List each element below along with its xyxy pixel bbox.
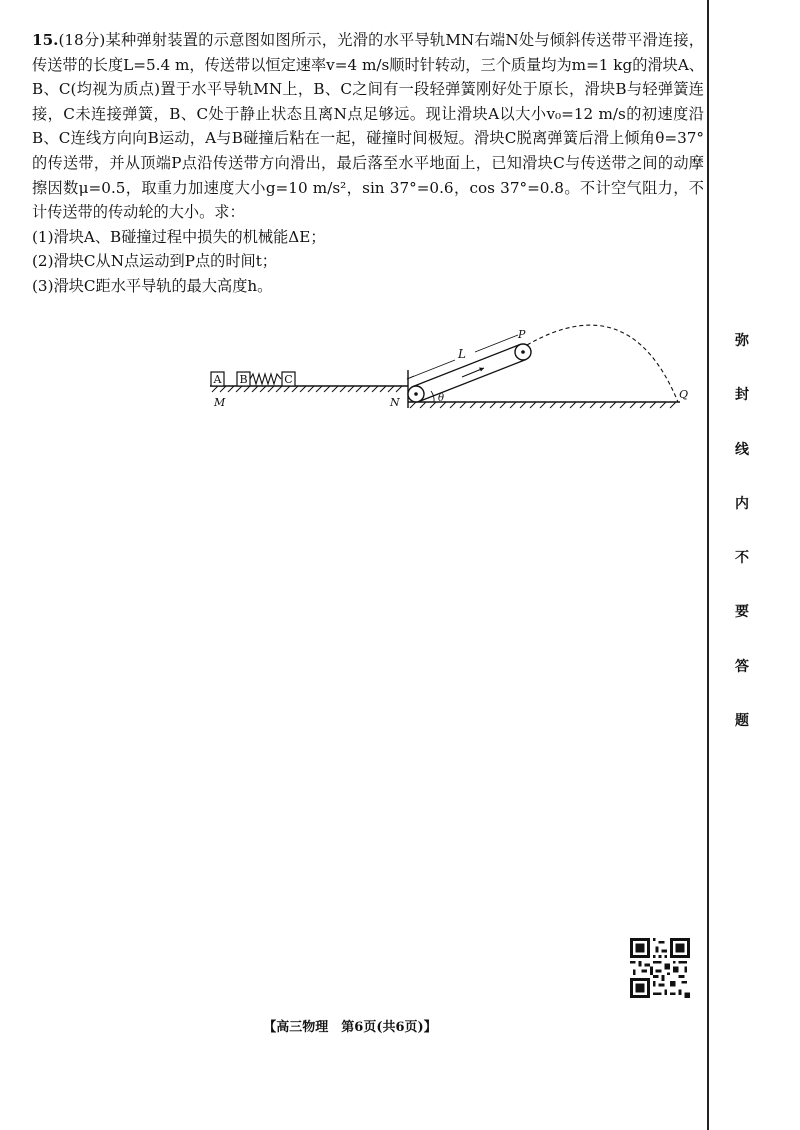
belt-top — [413, 345, 520, 387]
spring — [250, 374, 281, 384]
seal-line-notice — [731, 330, 753, 730]
seal-char: 答 — [735, 658, 749, 675]
point-p-label: P — [518, 328, 526, 341]
seal-char: 弥 — [735, 333, 749, 349]
lower-pulley-axle — [414, 392, 418, 396]
seal-char: 题 — [735, 712, 749, 729]
seal-char: 要 — [735, 604, 749, 621]
problem-body: (18分)某种弹射装置的示意图如图所示，光滑的水平导轨MN右端N处与倾斜传送带平滑连接，传送带的长度L=5.4 m，传送带以恒定速率v=4 m/s顺时针转动，三个质量均为m=1 kg的滑块A、B、C(均视为质点)置于水平导轨MN上，B、C之间有一段轻弹簧刚好处于原长，滑块B与轻弹簧连接，C未连接弹簧，B、C处于静止状态且离N点足够远。现让滑块A以大小v₀=12 m/s的初速度沿B、C连线方向向B运动，A与B碰撞后粘在一起，碰撞时间极短。滑块C脱离弹簧后滑上倾角θ=37°的传送带，并从顶端P点沿传送带方向滑出，最后落至水平地面上，已知滑块C与传送带之间的动摩擦因数μ=0.5，取重力加速度大小g=10 m/s²，sin 37°=0.6，cos 37°=0.8。不计空气阻力，不计传送带的传动轮的大小。求： — [32, 31, 704, 222]
projectile-trajectory — [527, 325, 678, 402]
upper-pulley-axle — [521, 350, 525, 354]
seal-char: 内 — [735, 495, 749, 512]
rail-hatch — [212, 386, 402, 392]
point-m-label: M — [214, 396, 226, 409]
point-q-label: Q — [679, 388, 689, 401]
seal-line-rule — [707, 0, 709, 1130]
problem-statement — [32, 28, 704, 225]
length-dim-right — [475, 335, 518, 352]
block-a-label: A — [213, 373, 222, 386]
point-n-label: N — [390, 396, 400, 409]
length-label: L — [458, 347, 466, 361]
length-dim-left — [407, 360, 455, 379]
belt-bottom — [419, 360, 526, 402]
problem-number: 15. — [32, 31, 59, 49]
qr-code — [630, 938, 690, 998]
question-1: (1)滑块A、B碰撞过程中损失的机械能ΔE； — [32, 227, 326, 246]
seal-char: 不 — [735, 550, 749, 567]
page-footer: 【高三物理 第6页(共6页)】 — [263, 1020, 437, 1035]
question-3: (3)滑块C距水平导轨的最大高度h。 — [32, 276, 273, 295]
problem-15 — [32, 28, 704, 299]
angle-label: θ — [438, 393, 445, 404]
ground-hatch — [410, 402, 676, 408]
block-b-label: B — [239, 373, 248, 386]
launcher-diagram — [200, 318, 700, 428]
question-2: (2)滑块C从N点运动到P点的时间t； — [32, 252, 277, 271]
block-c-label: C — [284, 373, 293, 386]
seal-char: 封 — [735, 387, 749, 404]
seal-char: 线 — [735, 441, 749, 458]
